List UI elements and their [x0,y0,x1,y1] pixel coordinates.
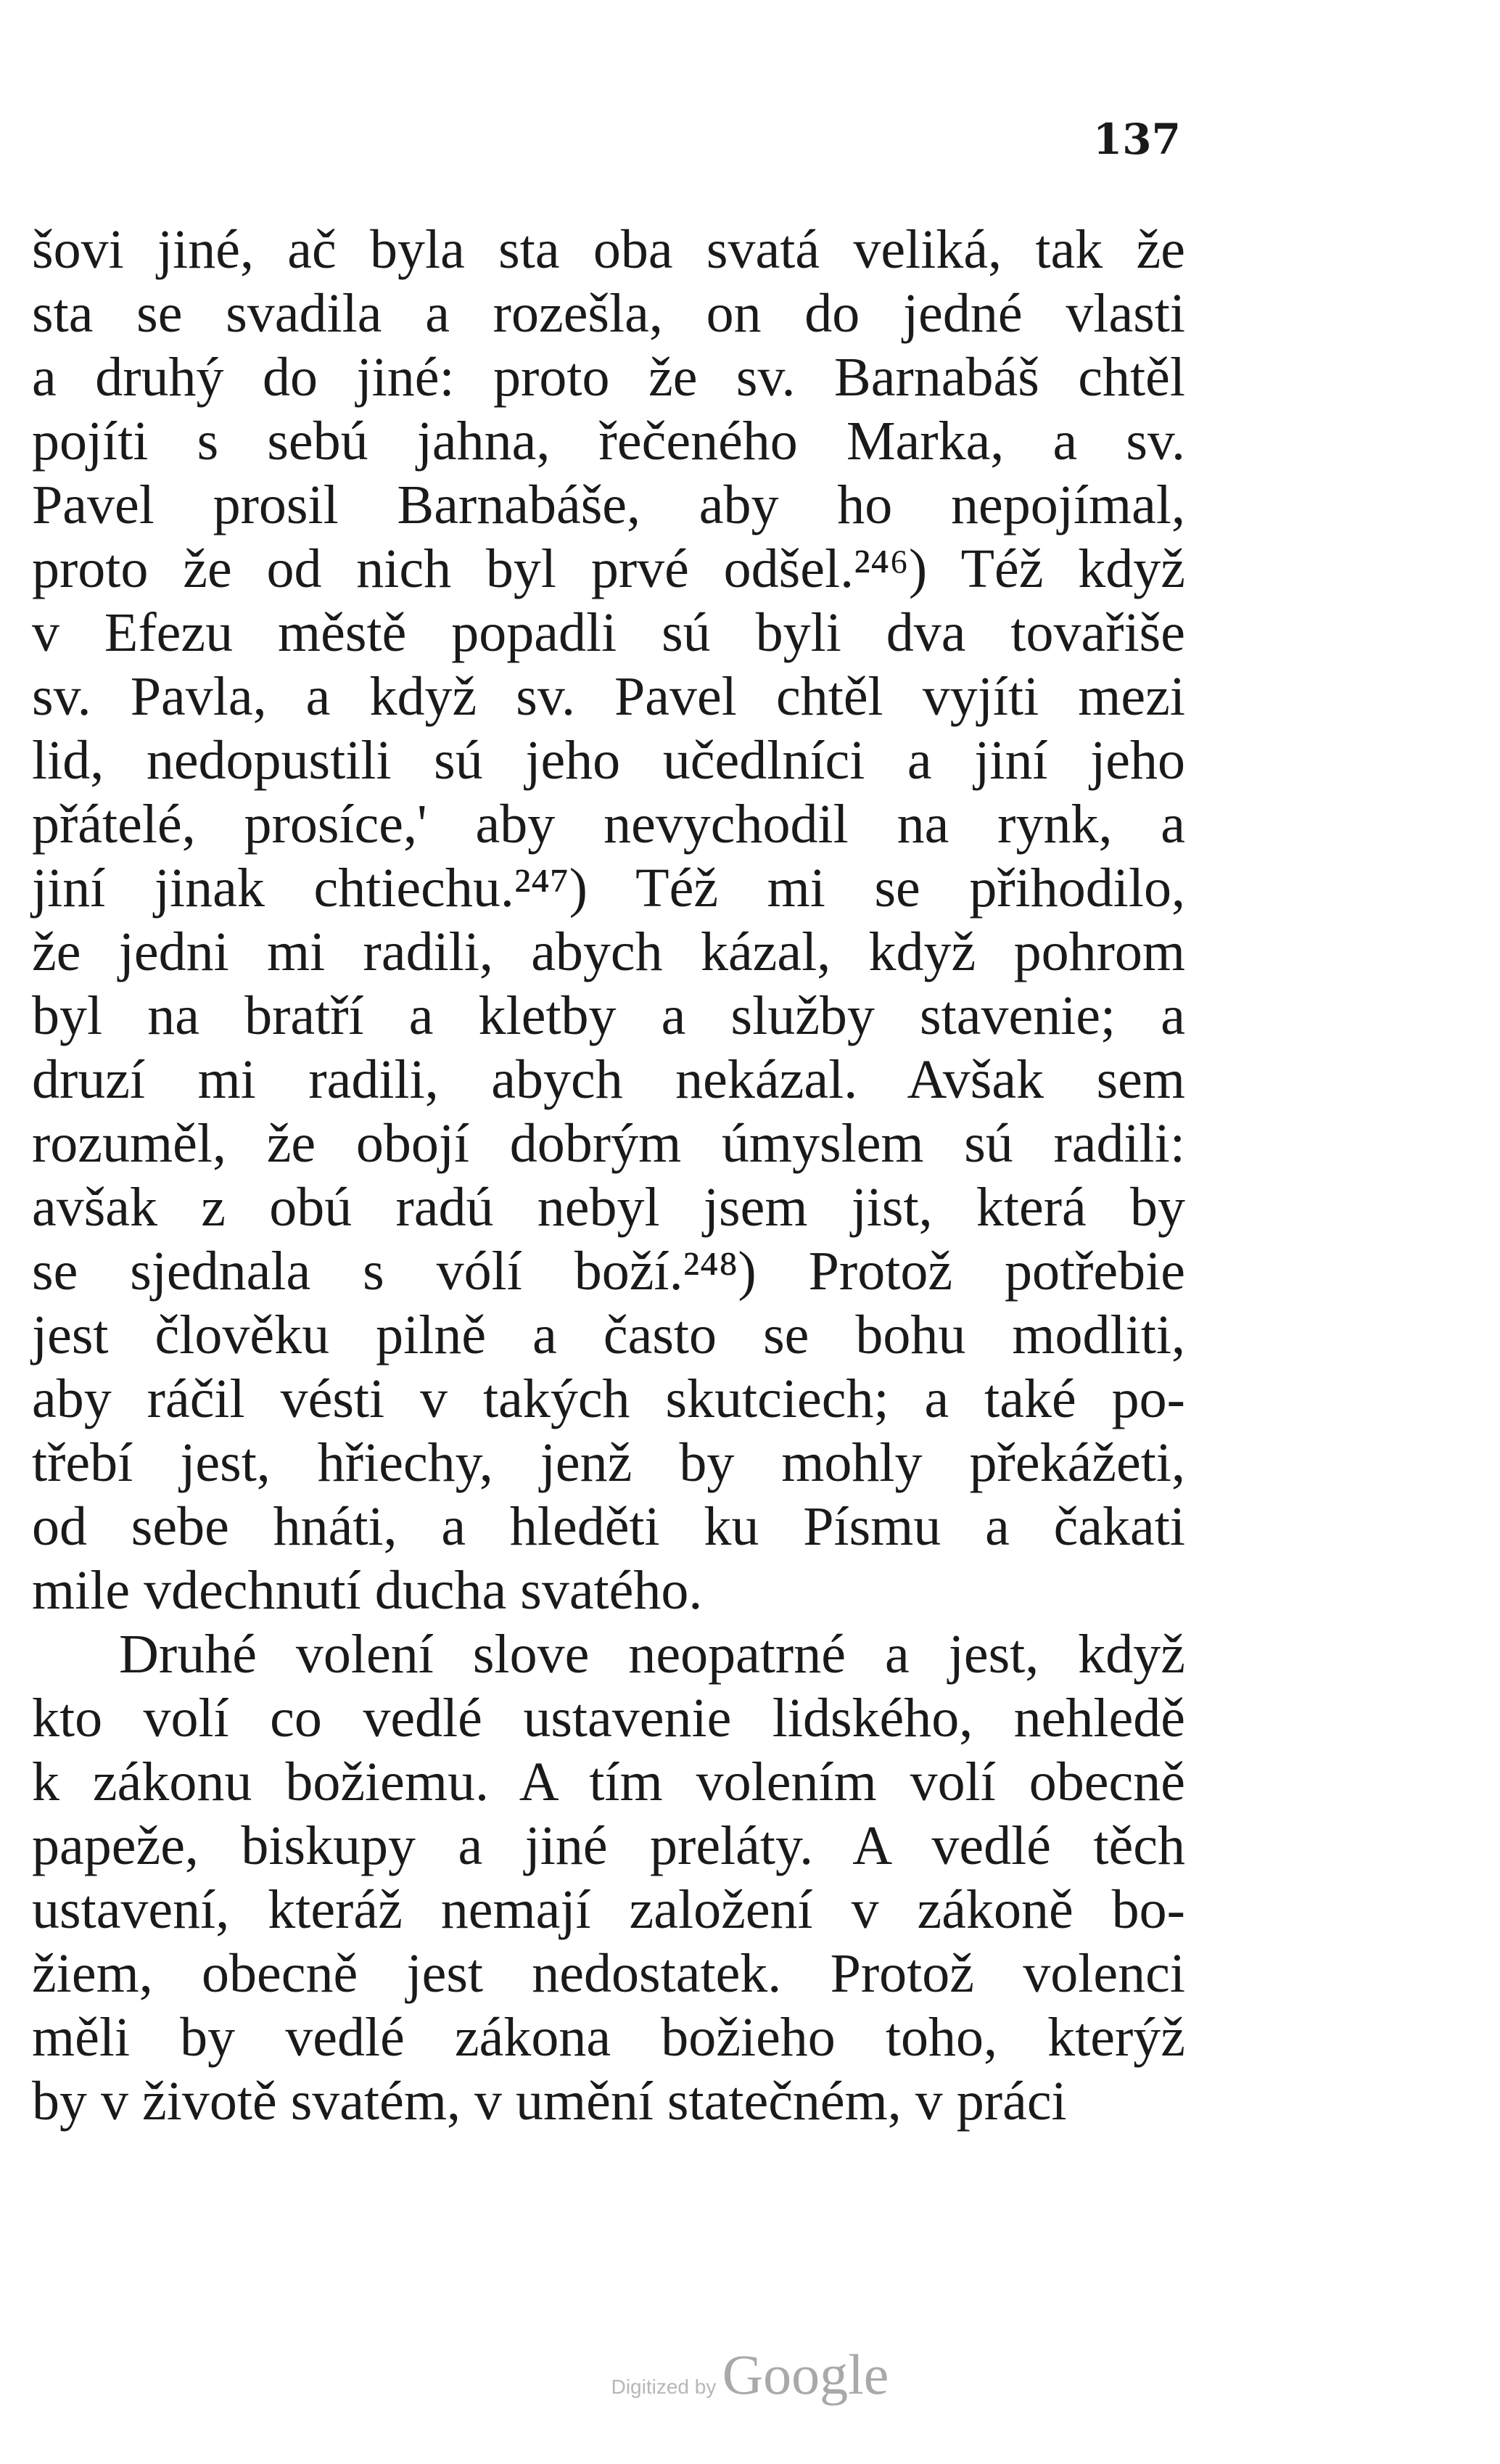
text-line: a druhý do jiné: proto že sv. Barnabáš chtěl [32,347,1185,408]
text-line: v Efezu městě popadli sú byli dva tovařiše [32,602,1185,663]
text-line: přátelé, prosíce,' aby nevychodil na rynk, a [32,794,1185,855]
text-line: lid, nedopustili sú jeho učedlníci a jiní jeho [32,730,1185,791]
text-line: Pavel prosil Barnabáše, aby ho nepojímal, [32,475,1185,535]
text-line: byl na bratří a kletby a služby stavenie; a [32,985,1185,1046]
text-line: k zákonu božiemu. A tím volením volí obecně [32,1752,1185,1812]
text-line: jiní jinak chtiechu.²⁴⁷) Též mi se přihodilo, [32,858,1185,919]
text-line: mile vdechnutí ducha svatého. [32,1560,703,1621]
text-line: aby ráčil vésti v takých skutciech; a také po- [32,1368,1185,1429]
text-line: papeže, biskupy a jiné preláty. A vedlé těch [32,1815,1185,1876]
text-line: žiem, obecně jest nedostatek. Protož volenci [32,1943,1185,2004]
text-line: od sebe hnáti, a hleděti ku Písmu a čakati [32,1496,1185,1557]
body-text [32,218,1185,2133]
text-line: avšak z obú radú nebyl jsem jist, která by [32,1177,1185,1238]
text-line: druzí mi radili, abych nekázal. Avšak sem [32,1049,1185,1110]
text-line: sta se svadila a rozešla, on do jedné vlasti [32,283,1185,344]
text-line: proto že od nich byl prvé odšel.²⁴⁶) Též když [32,538,1185,599]
text-line: rozuměl, že obojí dobrým úmyslem sú radili: [32,1113,1185,1174]
text-line: sv. Pavla, a když sv. Pavel chtěl vyjíti mezi [32,666,1185,727]
text-line: Druhé volení slove neopatrné a jest, když [119,1624,1185,1685]
text-line: ustavení, kteráž nemají založení v zákoně bo- [32,1879,1185,1940]
watermark-prefix: Digitized by [611,2375,717,2398]
text-line: by v životě svatém, v umění statečném, v práci [32,2071,1067,2132]
text-line: jest člověku pilně a často se bohu modliti, [32,1305,1185,1366]
text-line: šovi jiné, ač byla sta oba svatá veliká, tak že [32,219,1185,280]
digitized-watermark [0,2342,1500,2407]
watermark-logo: Google [722,2343,889,2406]
text-line: měli by vedlé zákona božieho toho, kterýž [32,2007,1185,2068]
text-line: že jedni mi radili, abych kázal, když pohrom [32,921,1185,982]
text-line: pojíti s sebú jahna, řečeného Marka, a sv. [32,411,1185,472]
text-line: třebí jest, hřiechy, jenž by mohly překážeti, [32,1432,1185,1493]
page-number: 137 [1092,115,1181,164]
text-line: se sjednala s vólí boží.²⁴⁸) Protož potřebie [32,1241,1185,1302]
text-line: kto volí co vedlé ustavenie lidského, nehledě [32,1688,1185,1749]
